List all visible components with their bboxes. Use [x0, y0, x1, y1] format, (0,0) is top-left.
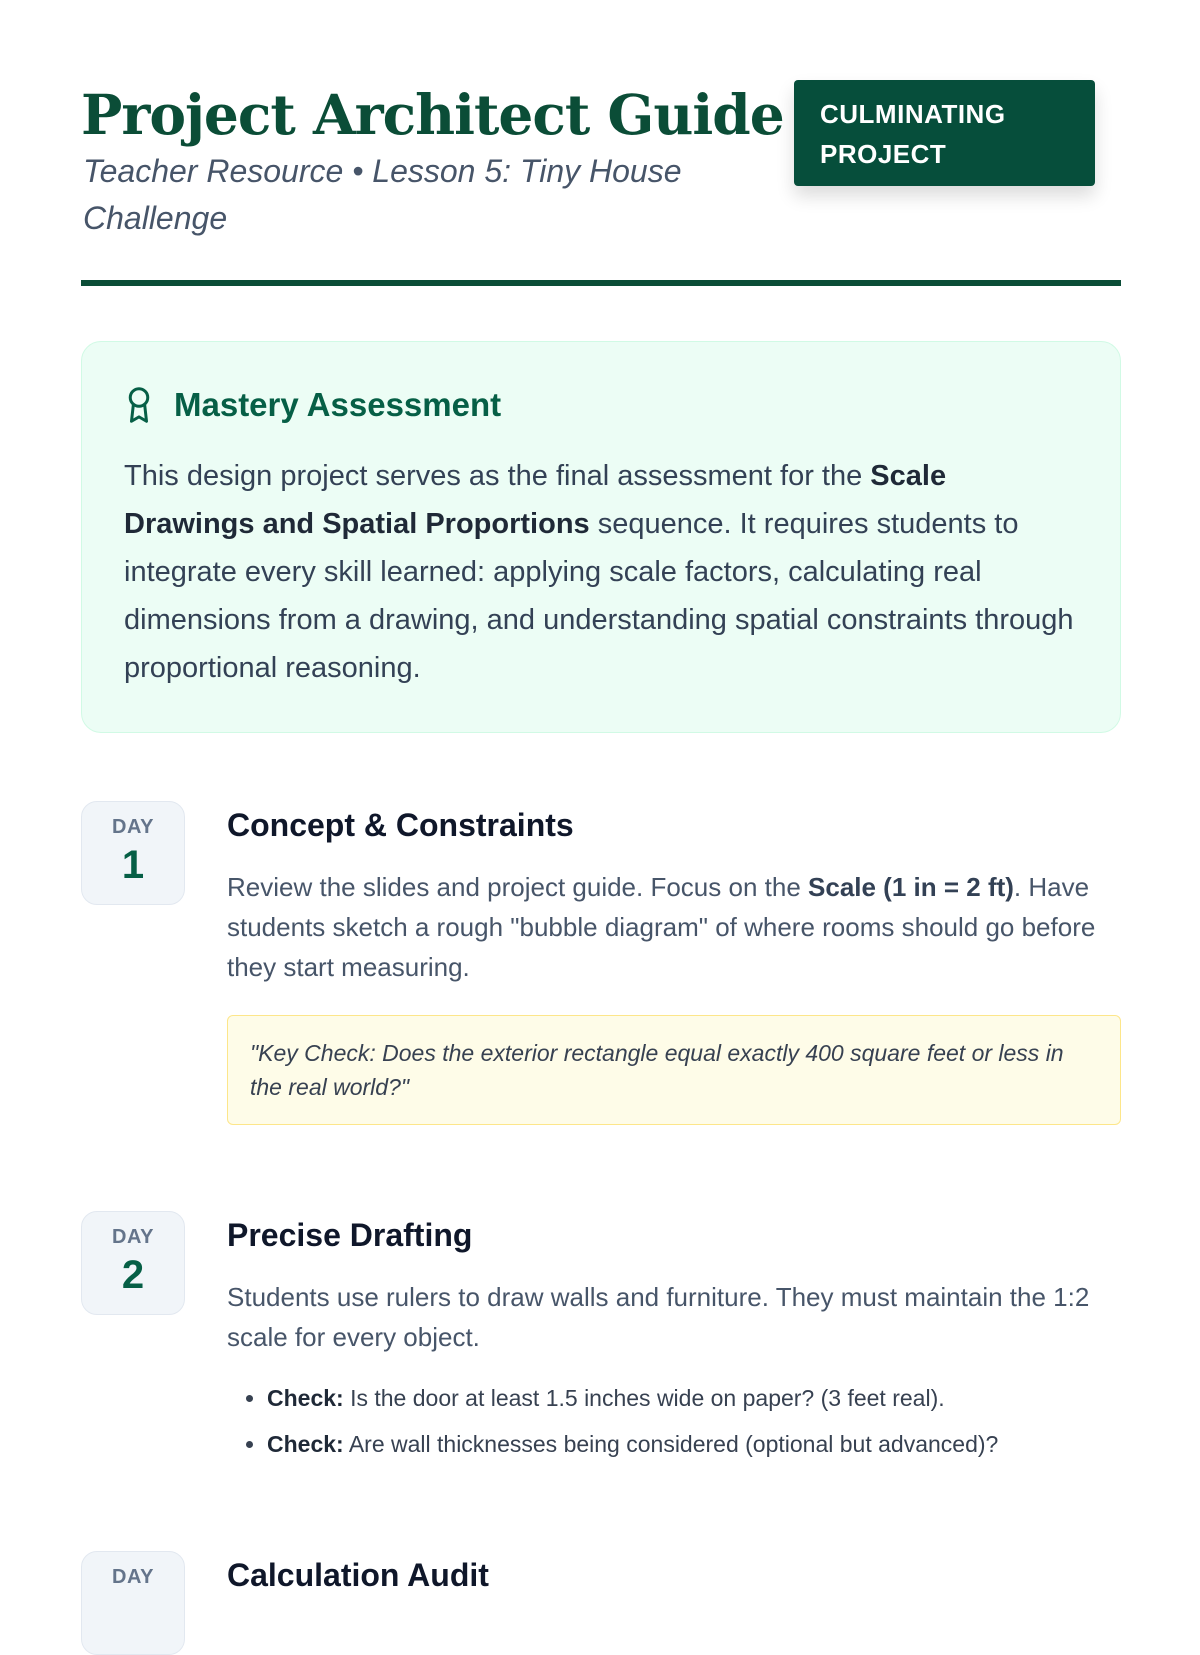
list-item: [267, 1375, 1121, 1421]
day-number: 2: [121, 1253, 145, 1297]
header: [81, 0, 1121, 290]
day-text-emphasis: Scale (1 in = 2 ft): [808, 872, 1014, 902]
day-label: DAY: [112, 816, 154, 838]
day-2-badge: [81, 1211, 185, 1315]
day-text-part: Review the slides and project guide. Focus on the: [227, 872, 809, 902]
check-label: Check:: [267, 1431, 344, 1457]
day-2-content: [227, 1211, 1121, 1467]
day-label: DAY: [112, 1566, 154, 1588]
day-1-badge: [81, 801, 185, 905]
page-subtitle: Teacher Resource • Lesson 5: Tiny House Challenge: [83, 153, 682, 236]
day-number: 1: [121, 843, 145, 887]
mastery-description: [124, 452, 1078, 692]
check-list: [227, 1375, 1121, 1467]
award-ribbon-icon: [124, 385, 154, 425]
mastery-text-part: sequence. It requires students to integrate every skill learned: applying scale factors, calculating real dimensions from a drawing, and understanding spatial constraints through proportional reasoning.: [124, 508, 1074, 684]
day-3-badge: [81, 1551, 185, 1655]
day-1-content: [227, 801, 1121, 1125]
day-text-part: . Have students sketch a rough "bubble diagram" of where rooms should go before they start measuring.: [227, 872, 1096, 982]
day-description: [227, 867, 1121, 987]
page-title: Project Architect Guide: [81, 82, 784, 147]
day-description: Students use rulers to draw walls and furniture. They must maintain the 1:2 scale for every object.: [227, 1282, 1090, 1352]
mastery-text-emphasis: Scale Drawings and Spatial Proportions: [124, 460, 947, 540]
day-title: Calculation Audit: [227, 1557, 489, 1593]
check-text: Is the door at least 1.5 inches wide on paper? (3 feet real).: [343, 1385, 945, 1411]
list-item: [267, 1421, 1121, 1467]
mastery-assessment-card: [81, 341, 1121, 733]
check-text: Are wall thicknesses being considered (optional but advanced)?: [343, 1431, 999, 1457]
day-label: DAY: [112, 1226, 154, 1248]
mastery-text-part: This design project serves as the final assessment for the: [124, 460, 871, 492]
culminating-project-badge: CULMINATING PROJECT: [794, 80, 1095, 186]
mastery-header: [124, 382, 1078, 428]
mastery-title: Mastery Assessment: [174, 386, 502, 423]
check-label: Check:: [267, 1385, 344, 1411]
page: [81, 0, 1121, 1593]
header-divider: [81, 280, 1121, 286]
day-title: Concept & Constraints: [227, 807, 574, 843]
day-title: Precise Drafting: [227, 1217, 473, 1253]
key-check-callout: "Key Check: Does the exterior rectangle equal exactly 400 square feet or less in the real world?": [227, 1015, 1121, 1125]
day-3-content: [227, 1551, 1121, 1597]
